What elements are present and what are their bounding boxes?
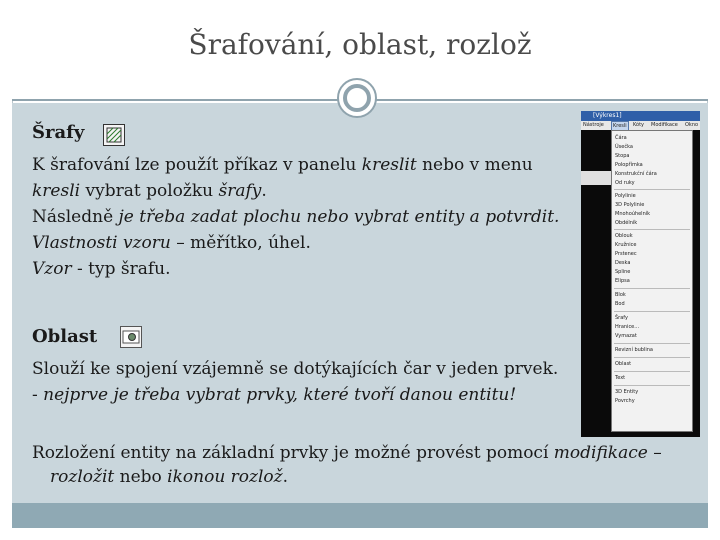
menu-item[interactable]: 3D Polylinie <box>615 202 645 208</box>
menu-item[interactable]: Úsečka <box>615 144 633 150</box>
heading-oblast: Oblast <box>32 326 98 347</box>
oblast-line-1: Slouží ke spojení vzájemně se dotýkajících čar v jeden prvek. <box>32 359 559 379</box>
menu-separator <box>614 189 690 190</box>
oblast-line-2: - nejprve je třeba vybrat prvky, které tvoří danou entitu! <box>32 385 517 405</box>
menu-item[interactable]: Polopřímka <box>615 162 643 168</box>
menu-item[interactable]: Hranice... <box>615 324 640 330</box>
region-icon <box>120 326 142 348</box>
menu-item[interactable]: Mnohoúhelník <box>615 211 651 217</box>
menu-okno[interactable]: Okno <box>685 122 699 128</box>
menu-item[interactable]: Obdélník <box>615 220 638 226</box>
toolbar-strip <box>581 171 611 185</box>
srafy-line-2: kresli vybrat položku šrafy. <box>32 181 267 201</box>
footer-band <box>12 503 708 528</box>
menu-separator <box>614 288 690 289</box>
srafy-line-3: Následně je třeba zadat plochu nebo vybrat entity a potvrdit. <box>32 207 560 227</box>
circle-ornament-icon <box>337 78 377 118</box>
srafy-line-4: Vlastnosti vzoru – měřítko, úhel. <box>32 233 311 253</box>
srafy-line-5: Vzor - typ šrafu. <box>32 259 171 279</box>
menu-item[interactable]: Povrchy <box>615 398 635 404</box>
menu-item[interactable]: 3D Entity <box>615 389 639 395</box>
menu-separator <box>614 357 690 358</box>
menu-item[interactable]: Oblast <box>615 361 632 367</box>
draw-menu-screenshot <box>581 111 700 437</box>
menu-item[interactable]: Deska <box>615 260 631 266</box>
menu-nastroje[interactable]: Nástroje <box>583 122 604 128</box>
slide-title: Šrafování, oblast, rozlož <box>188 28 532 61</box>
menu-item[interactable]: Šrafy <box>615 315 628 321</box>
menu-item[interactable]: Oblouk <box>615 233 633 239</box>
menu-item[interactable]: Blok <box>615 292 626 298</box>
menu-separator <box>614 343 690 344</box>
menu-item[interactable]: Elipsa <box>615 278 630 284</box>
menu-kresli[interactable]: Kresli <box>611 121 629 132</box>
menu-item[interactable]: Prstenec <box>615 251 637 257</box>
rozloz-line-1: Rozložení entity na základní prvky je možné provést pomocí modifikace – <box>32 443 662 463</box>
window-title: [Výkres1] <box>593 112 622 119</box>
window-titlebar <box>581 111 700 121</box>
srafy-line-1: K šrafování lze použít příkaz v panelu kreslit nebo v menu <box>32 155 533 175</box>
menu-item[interactable]: Stopa <box>615 153 630 159</box>
menu-separator <box>614 311 690 312</box>
heading-srafy: Šrafy <box>32 122 85 143</box>
menu-item[interactable]: Konstrukční čára <box>615 171 657 177</box>
menu-item[interactable]: Vymazat <box>615 333 637 339</box>
menu-modifikace[interactable]: Modifikace <box>651 122 678 128</box>
menu-separator <box>614 371 690 372</box>
menu-item[interactable]: Od ruky <box>615 180 635 186</box>
rozloz-line-2: rozložit nebo ikonou rozlož. <box>50 467 289 487</box>
hatch-icon <box>103 124 125 146</box>
menu-separator <box>614 229 690 230</box>
menu-item[interactable]: Polylinie <box>615 193 636 199</box>
menu-item[interactable]: Spline <box>615 269 631 275</box>
kresli-dropdown <box>611 130 693 432</box>
menu-separator <box>614 385 690 386</box>
menu-item[interactable]: Bod <box>615 301 625 307</box>
menu-item[interactable]: Kružnice <box>615 242 637 248</box>
menu-item[interactable]: Revizní bublina <box>615 347 653 353</box>
menu-item[interactable]: Text <box>615 375 626 381</box>
menu-item[interactable]: Čára <box>615 135 627 141</box>
menu-koty[interactable]: Kóty <box>633 122 645 128</box>
